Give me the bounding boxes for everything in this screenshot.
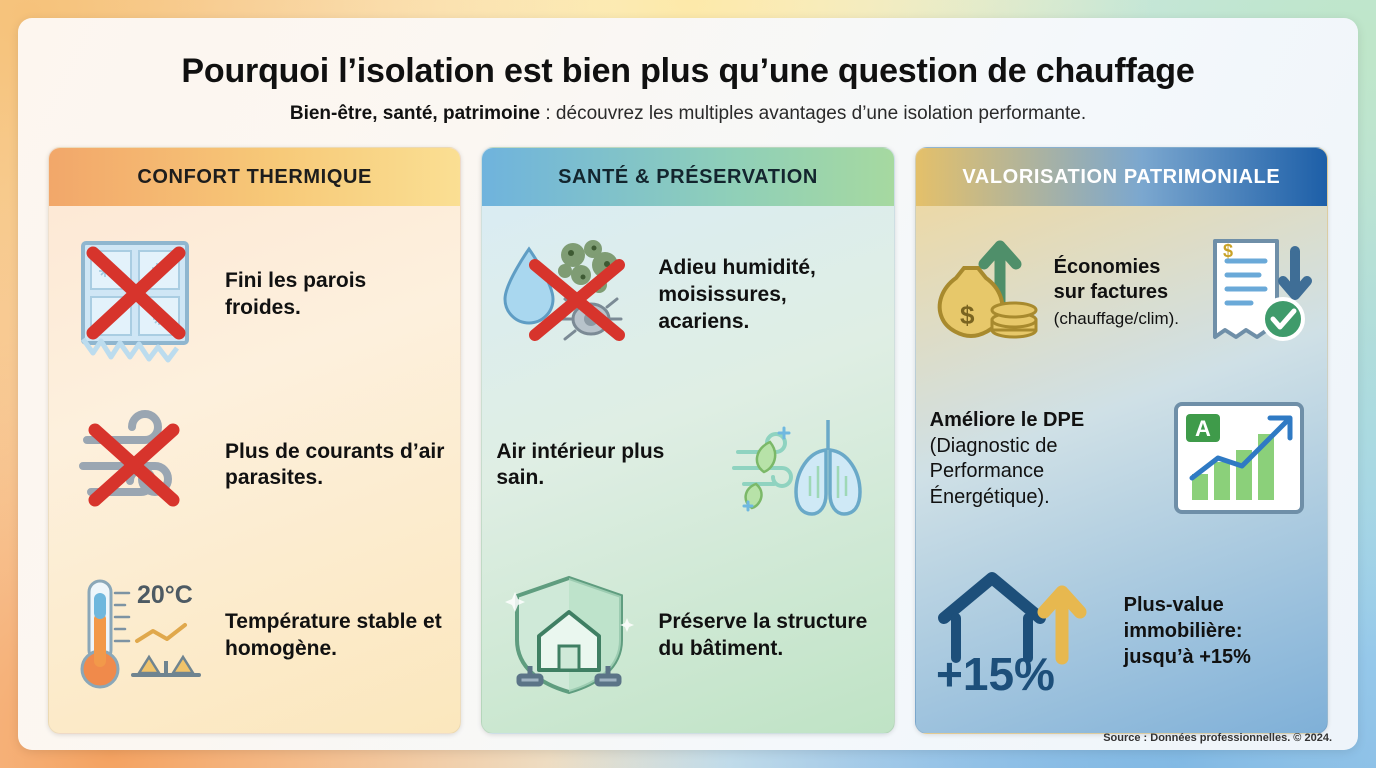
subtitle-rest: : découvrez les multiples avantages d’une isolation performante.	[540, 103, 1087, 124]
draft-wind-crossed-icon	[63, 401, 211, 529]
dpe-note: (Diagnostic de Performance Énergétique).	[929, 434, 1058, 509]
svg-text:$: $	[1222, 241, 1233, 262]
column-header-confort: CONFORT THERMIQUE	[49, 148, 460, 206]
list-item-label: Adieu humidité, moisissures, acariens.	[658, 255, 816, 333]
page-title: Pourquoi l’isolation est bien plus qu’une question de chauffage	[181, 52, 1195, 90]
list-item-label: Plus-value immobilière: jusqu’à +15%	[1123, 594, 1251, 668]
list-item	[496, 231, 879, 359]
list-item-label: Préserve la structure du bâtiment.	[658, 609, 868, 660]
list-item-label	[1054, 255, 1187, 332]
list-item	[63, 572, 446, 700]
economies-note: (chauffage/clim).	[1053, 308, 1180, 328]
column-body-valorisation	[916, 206, 1327, 733]
money-bag-up-arrow-icon	[930, 229, 1040, 357]
list-item-label: Air intérieur plus sain.	[496, 439, 665, 490]
house-plus-15-percent-icon	[930, 562, 1110, 702]
house-shield-icon	[496, 572, 644, 700]
column-valorisation-patrimoniale	[915, 147, 1328, 734]
column-header-sante: SANTÉ & PRÉSERVATION	[482, 148, 893, 206]
column-confort-thermique	[48, 147, 461, 734]
columns-container	[48, 147, 1328, 734]
mold-mites-droplet-crossed-icon	[496, 231, 644, 359]
svg-text:$: $	[959, 300, 975, 331]
invoice-down-arrow-icon	[1201, 229, 1313, 357]
dpe-chart-grade-a-icon	[1165, 395, 1313, 523]
list-item-label: Fini les parois froides.	[225, 269, 367, 320]
lungs-fresh-air-icon	[732, 401, 880, 529]
svg-text:A: A	[1194, 416, 1211, 442]
list-item	[496, 401, 879, 529]
svg-text:20°C: 20°C	[137, 580, 193, 609]
poster-card	[18, 18, 1358, 750]
list-item-label	[930, 408, 1151, 510]
list-item	[63, 231, 446, 359]
list-item-label: Température stable et homogène.	[225, 609, 442, 660]
subtitle-strong: Bien-être, santé, patrimoine	[289, 103, 541, 124]
column-header-valorisation: VALORISATION PATRIMONIALE	[916, 148, 1327, 206]
column-body-confort	[49, 206, 460, 733]
thermometer-20c-icon	[63, 572, 211, 700]
list-item	[930, 229, 1313, 357]
plus-15-badge: +15%	[935, 647, 1055, 700]
list-item	[930, 395, 1313, 523]
dpe-strong: Améliore le DPE	[929, 409, 1085, 432]
list-item	[496, 572, 879, 700]
list-item	[930, 562, 1313, 702]
list-item	[63, 401, 446, 529]
economies-strong: Économies sur factures	[1053, 255, 1169, 304]
column-sante-preservation	[481, 147, 894, 734]
frozen-window-crossed-icon	[63, 231, 211, 359]
column-body-sante	[482, 206, 893, 733]
list-item-label: Plus de courants d’air parasites.	[225, 439, 445, 490]
source-credit: Source : Données professionnelles. © 2024.	[1103, 732, 1332, 744]
page-subtitle	[48, 103, 1328, 125]
